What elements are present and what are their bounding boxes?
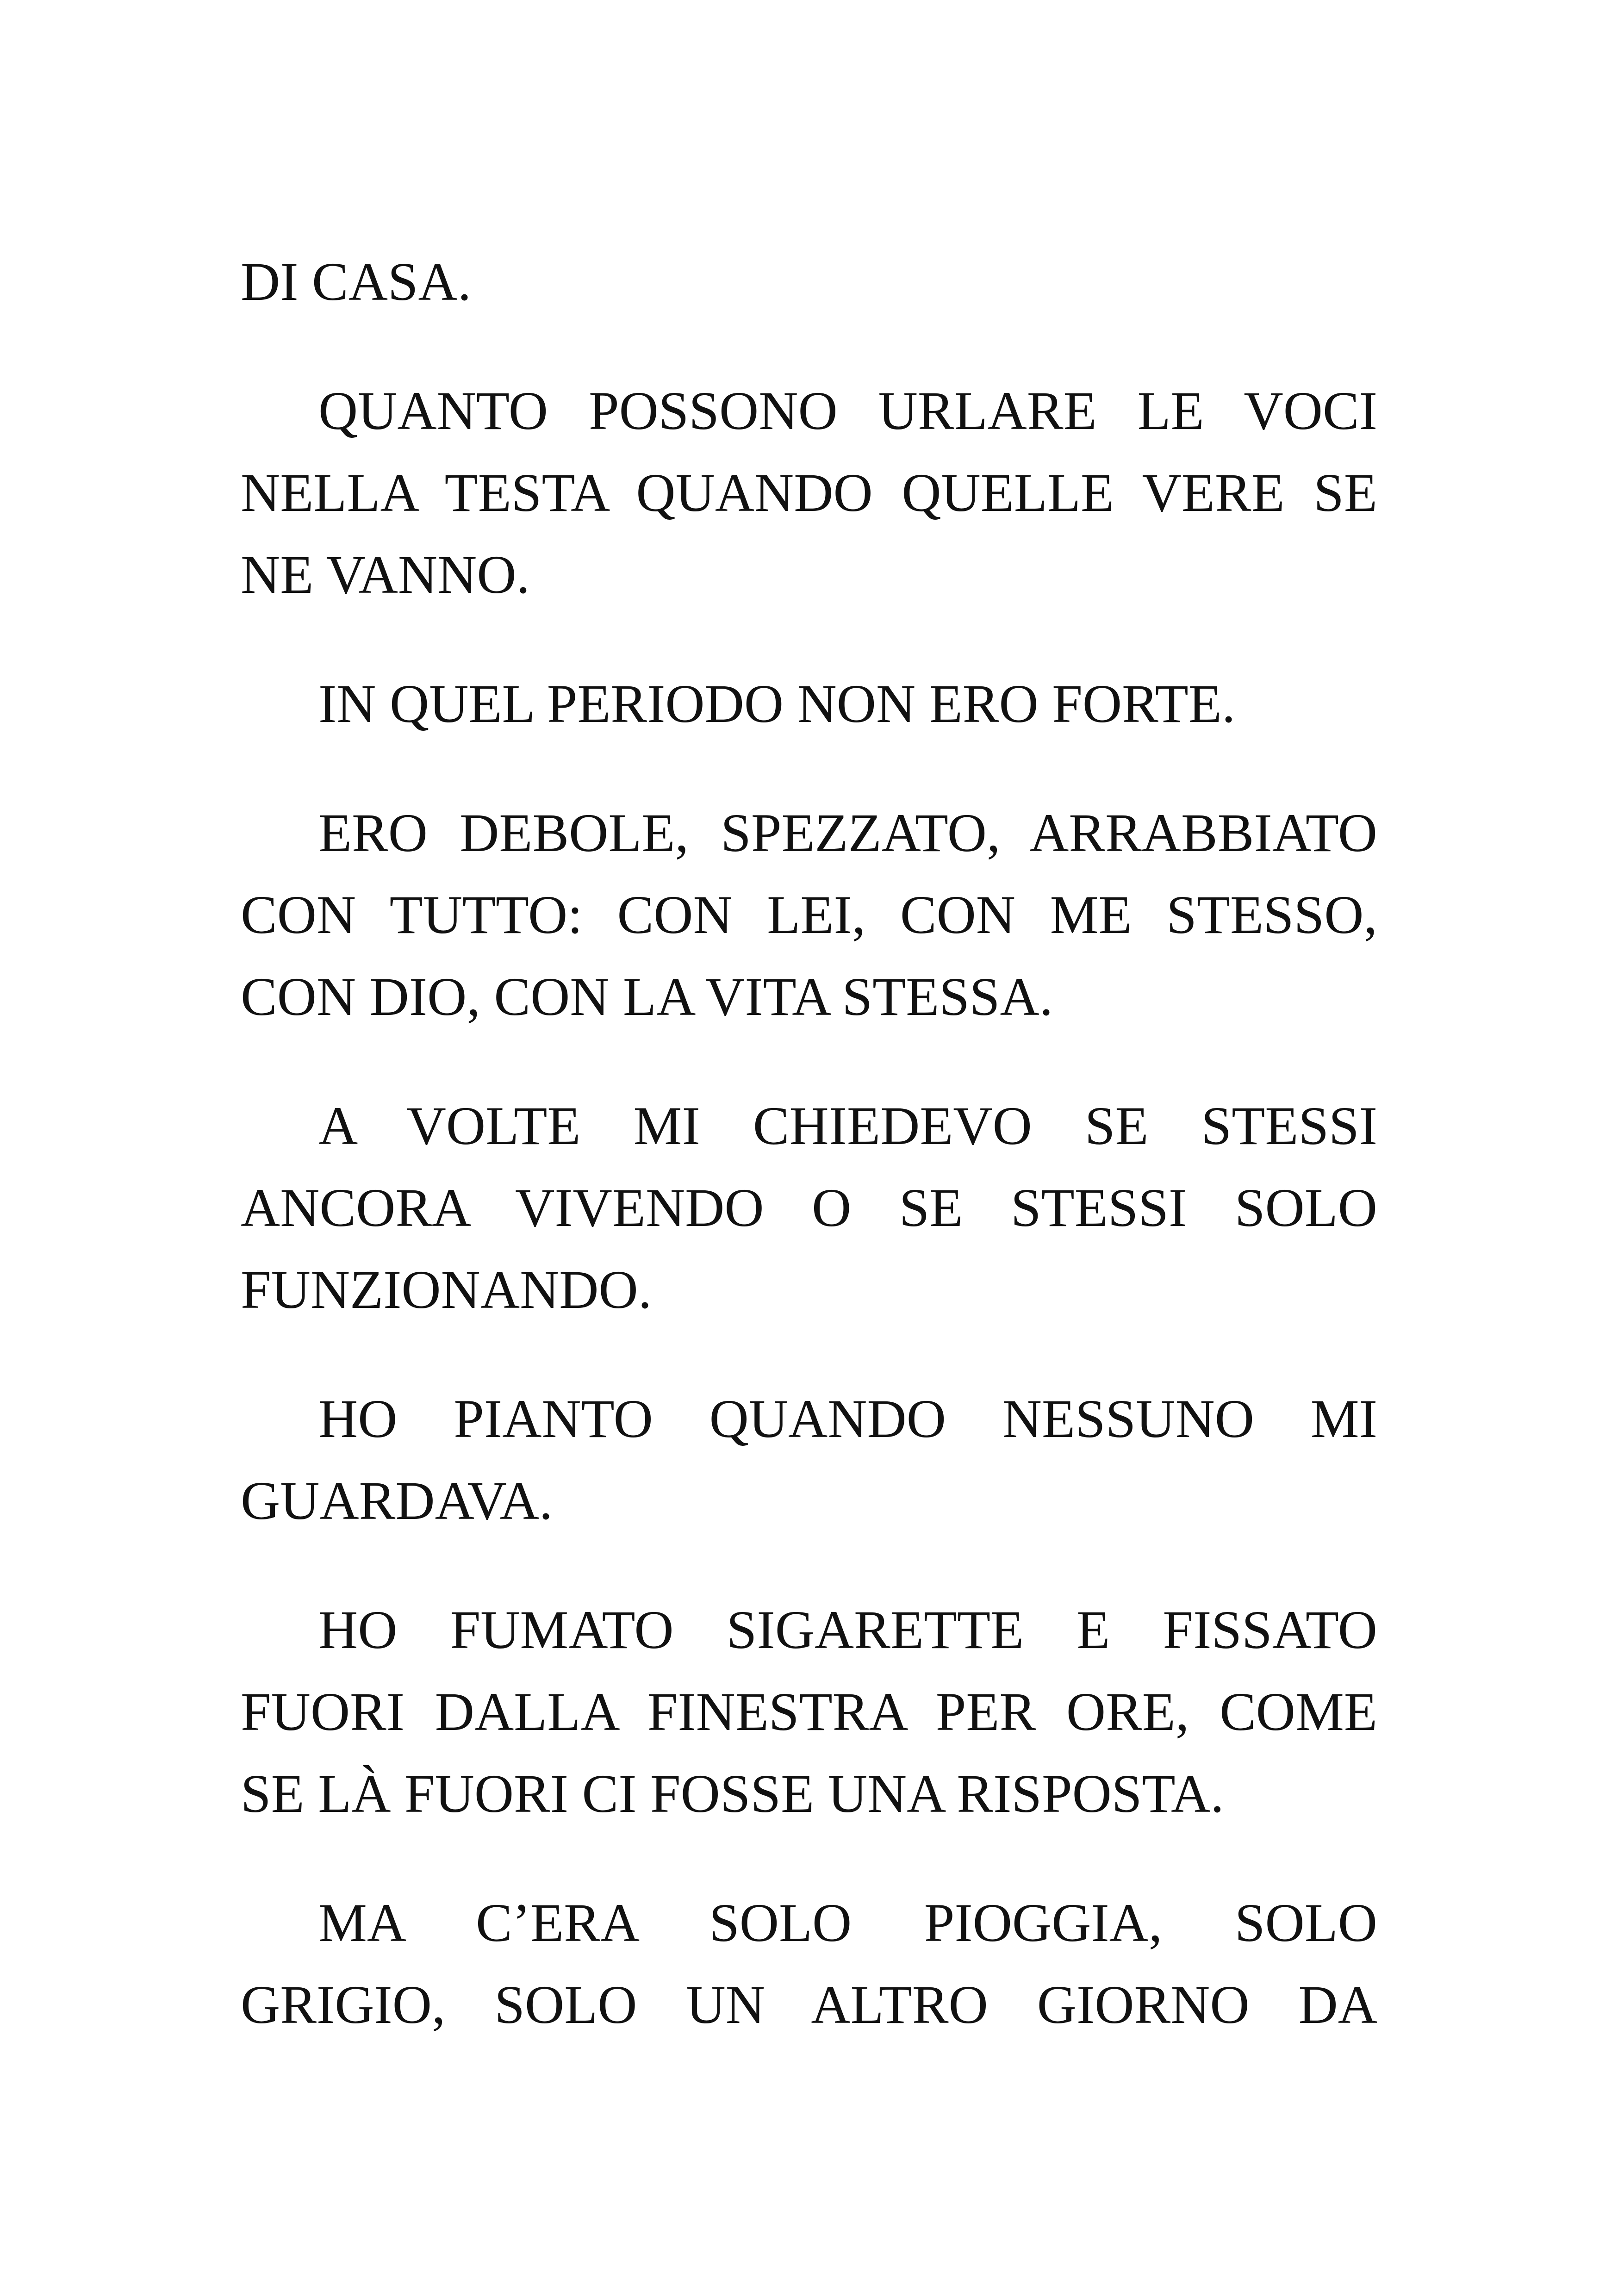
text-line: MA C’ERA SOLO PIOGGIA, SOLO bbox=[318, 1892, 1377, 1953]
text-line: SE LÀ FUORI CI FOSSE UNA RISPOSTA. bbox=[241, 1763, 1224, 1824]
paragraph-6 bbox=[241, 1378, 1377, 1542]
paragraph-8 bbox=[241, 1882, 1377, 2046]
paragraph-5 bbox=[241, 1085, 1377, 1331]
text-line: ERO DEBOLE, SPEZZATO, ARRABBIATO bbox=[318, 803, 1377, 863]
text-line: NELLA TESTA QUANDO QUELLE VERE SE bbox=[241, 462, 1377, 523]
body-text bbox=[241, 241, 1377, 2046]
text-line: CON TUTTO: CON LEI, CON ME STESSO, bbox=[241, 884, 1377, 945]
text-line: FUNZIONANDO. bbox=[241, 1259, 652, 1320]
text-line: NE VANNO. bbox=[241, 544, 530, 605]
text-line: DI CASA. bbox=[241, 251, 472, 312]
paragraph-2 bbox=[241, 370, 1377, 616]
text-line: ANCORA VIVENDO O SE STESSI SOLO bbox=[241, 1177, 1377, 1238]
paragraph-7 bbox=[241, 1589, 1377, 1835]
text-line: GUARDAVA. bbox=[241, 1470, 553, 1531]
text-line: FUORI DALLA FINESTRA PER ORE, COME bbox=[241, 1681, 1377, 1742]
paragraph-1 bbox=[241, 241, 1377, 323]
text-line: CON DIO, CON LA VITA STESSA. bbox=[241, 966, 1053, 1027]
paragraph-3 bbox=[241, 663, 1377, 745]
text-line: QUANTO POSSONO URLARE LE VOCI bbox=[318, 380, 1377, 441]
paragraph-4 bbox=[241, 792, 1377, 1038]
text-line: A VOLTE MI CHIEDEVO SE STESSI bbox=[318, 1095, 1377, 1156]
text-line: HO PIANTO QUANDO NESSUNO MI bbox=[318, 1388, 1377, 1449]
text-line: IN QUEL PERIODO NON ERO FORTE. bbox=[318, 673, 1236, 734]
text-line: GRIGIO, SOLO UN ALTRO GIORNO DA bbox=[241, 1974, 1377, 2035]
text-line: HO FUMATO SIGARETTE E FISSATO bbox=[318, 1599, 1377, 1660]
